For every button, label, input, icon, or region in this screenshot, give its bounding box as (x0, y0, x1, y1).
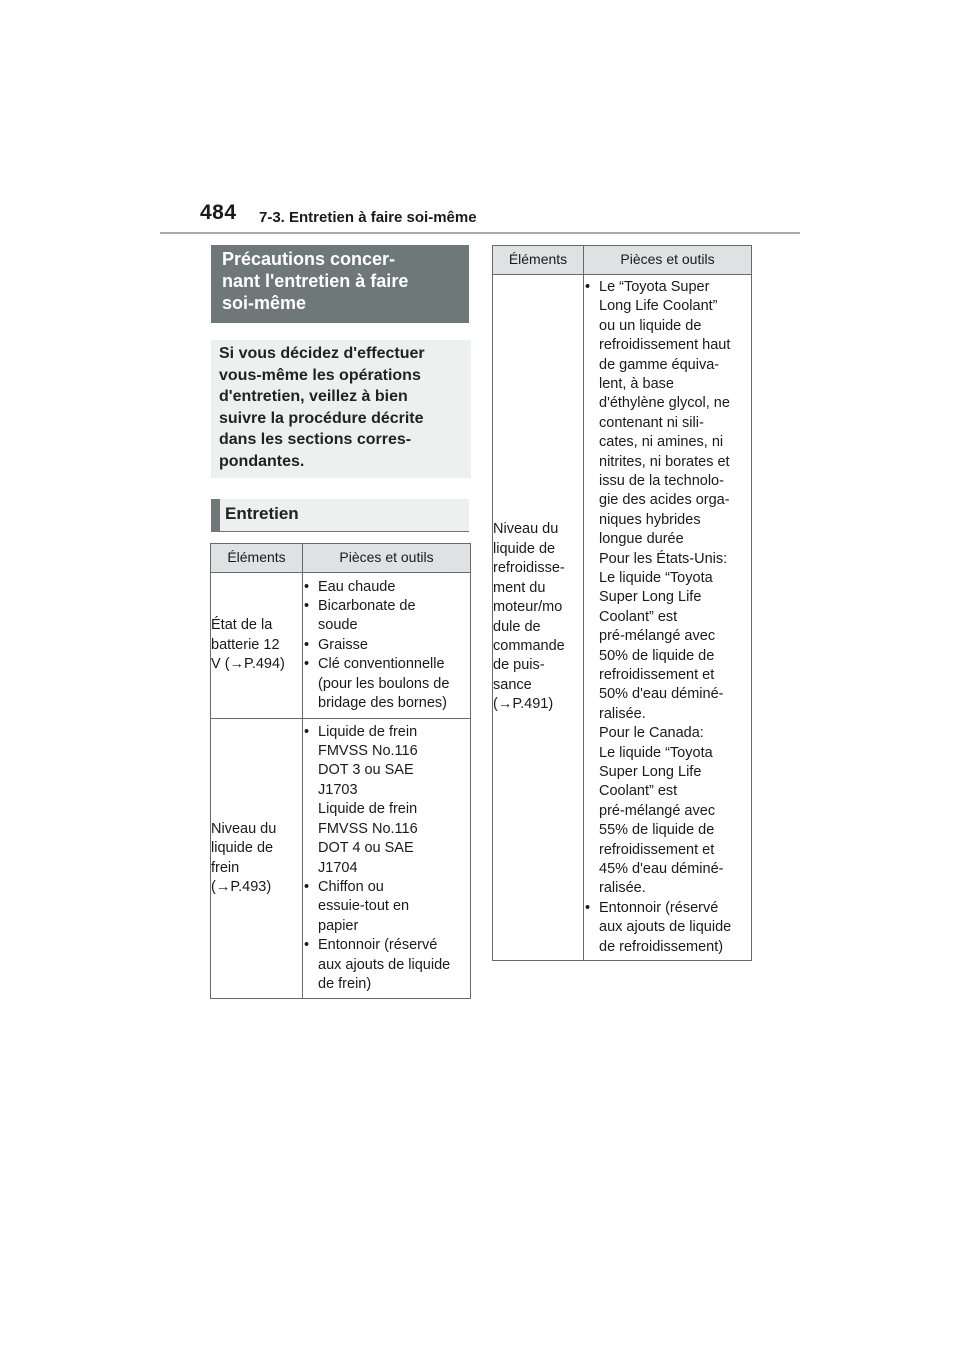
item-line: refroidisse- (493, 560, 565, 577)
tool-line: Pour le Canada: (599, 725, 704, 742)
header-divider (160, 232, 800, 234)
tool-line: Coolant” est (599, 608, 678, 625)
table-header-row (211, 544, 471, 573)
tool-line: papier (318, 917, 359, 934)
tool-line: Le liquide “Toyota (599, 569, 713, 586)
tool-line: • Graisse (318, 636, 368, 653)
intro-line: suivre la procédure décrite (219, 409, 424, 427)
tool-line: soude (318, 617, 358, 634)
item-line: ment du (493, 579, 546, 596)
item-line: V (→P.494) (211, 656, 285, 673)
tool-line: Le liquide “Toyota (599, 744, 713, 761)
precautions-title-box (211, 245, 469, 323)
tools-cell (584, 275, 752, 961)
tool-line: • Liquide de frein (318, 723, 418, 740)
tool-line: d'éthylène glycol, ne (599, 395, 730, 412)
tool-line: • Entonnoir (réservé (318, 937, 438, 954)
tools-list (303, 723, 470, 995)
list-item (303, 578, 470, 597)
item-cell (211, 719, 303, 999)
entretien-heading-rule (211, 531, 469, 532)
tools-cell (303, 573, 471, 719)
tool-line: pré-mélangé avec (599, 802, 716, 819)
tool-line: • Bicarbonate de (318, 597, 416, 614)
tool-line: lent, à base (599, 375, 674, 392)
tool-line: de frein) (318, 975, 372, 992)
list-item (303, 723, 470, 878)
tool-line: • Eau chaude (318, 578, 396, 595)
tools-list (584, 278, 751, 957)
item-line: liquide de (211, 840, 274, 857)
tool-line: issu de la technolo- (599, 472, 724, 489)
list-item (303, 597, 470, 636)
table-row (211, 719, 471, 999)
tool-line: cates, ni amines, ni (599, 434, 724, 451)
maintenance-table-right (492, 245, 752, 961)
table-row (211, 573, 471, 719)
list-item (303, 636, 470, 655)
section-title: 7-3. Entretien à faire soi-même (259, 209, 477, 226)
tool-line: contenant ni sili- (599, 414, 704, 431)
table-header-row (493, 246, 752, 275)
item-line: (→P.491) (493, 696, 554, 713)
tool-line: 55% de liquide de (599, 822, 715, 839)
tool-line: • Chiffon ou (318, 878, 384, 895)
tool-line: aux ajouts de liquide (599, 919, 732, 936)
tool-line: refroidissement et (599, 667, 715, 684)
tool-line: essuie-tout en (318, 898, 410, 915)
item-line: Niveau du (211, 820, 277, 837)
tool-line: (pour les boulons de (318, 675, 450, 692)
item-line: moteur/mo (493, 599, 563, 616)
list-item (584, 278, 751, 899)
intro-line: pondantes. (219, 452, 305, 470)
list-item (303, 655, 470, 713)
precautions-title-line: soi-même (222, 293, 307, 313)
tool-line: FMVSS No.116 (318, 820, 418, 837)
tool-line: bridage des bornes) (318, 695, 447, 712)
item-line: frein (211, 859, 240, 876)
item-line: dule de (493, 618, 541, 635)
item-line: de puis- (493, 657, 545, 674)
intro-line: vous-même les opérations (219, 366, 421, 384)
table-row (493, 275, 752, 961)
tool-line: refroidissement haut (599, 337, 731, 354)
tool-line: Super Long Life (599, 589, 702, 606)
list-item (584, 899, 751, 957)
tools-list (303, 578, 470, 714)
tool-line: J1703 (318, 781, 358, 798)
intro-line: Si vous décidez d'effectuer (219, 345, 425, 362)
precautions-title-line: nant l'entretien à faire (222, 271, 409, 291)
tool-line: nitrites, ni borates et (599, 453, 730, 470)
maintenance-table-left (210, 543, 471, 999)
tool-line: pré-mélangé avec (599, 628, 716, 645)
tool-line: 50% de liquide de (599, 647, 715, 664)
item-line: batterie 12 (211, 636, 280, 653)
tools-cell (303, 719, 471, 999)
column-header-tools: Pièces et outils (303, 544, 471, 573)
tool-line: ralisée. (599, 705, 646, 722)
tool-line: longue durée (599, 531, 684, 548)
tool-line: Coolant” est (599, 783, 678, 800)
tool-line: Pour les États-Unis: (599, 550, 728, 567)
tool-line: DOT 4 ou SAE (318, 840, 414, 857)
page-number: 484 (200, 201, 237, 224)
tool-line: Super Long Life (599, 764, 702, 781)
tool-line: • Entonnoir (réservé (599, 899, 719, 916)
tool-line: J1704 (318, 859, 358, 876)
item-cell (493, 275, 584, 961)
tool-line: de refroidissement) (599, 938, 724, 955)
tool-line: DOT 3 ou SAE (318, 762, 414, 779)
list-item (303, 936, 470, 994)
item-line: liquide de (493, 540, 556, 557)
tool-line: niques hybrides (599, 511, 701, 528)
intro-box (211, 340, 471, 478)
tool-line: gie des acides orga- (599, 492, 730, 509)
tool-line: • Clé conventionnelle (318, 656, 445, 673)
item-cell (211, 573, 303, 719)
column-header-items: Éléments (211, 544, 303, 573)
tool-line: refroidissement et (599, 841, 715, 858)
entretien-heading: Entretien (211, 499, 469, 531)
tool-line: aux ajouts de liquide (318, 956, 451, 973)
item-line: sance (493, 676, 532, 693)
item-line: commande (493, 637, 565, 654)
tool-line: 45% d'eau déminé- (599, 861, 724, 878)
intro-line: d'entretien, veillez à bien (219, 388, 408, 406)
tool-line: 50% d'eau déminé- (599, 686, 724, 703)
tool-line: FMVSS No.116 (318, 743, 418, 760)
item-line: Niveau du (493, 521, 559, 538)
column-header-tools: Pièces et outils (584, 246, 752, 275)
column-header-items: Éléments (493, 246, 584, 275)
tool-line: de gamme équiva- (599, 356, 720, 373)
tool-line: ou un liquide de (599, 317, 702, 334)
precautions-title-line: Précautions concer- (222, 249, 396, 269)
tool-line: Liquide de frein (318, 801, 418, 818)
intro-line: dans les sections corres- (219, 431, 412, 449)
tool-line: • Le “Toyota Super (599, 278, 710, 295)
item-line: (→P.493) (211, 878, 272, 895)
tool-line: ralisée. (599, 880, 646, 897)
list-item (303, 878, 470, 936)
item-line: État de la (211, 617, 273, 634)
tool-line: Long Life Coolant” (599, 298, 718, 315)
